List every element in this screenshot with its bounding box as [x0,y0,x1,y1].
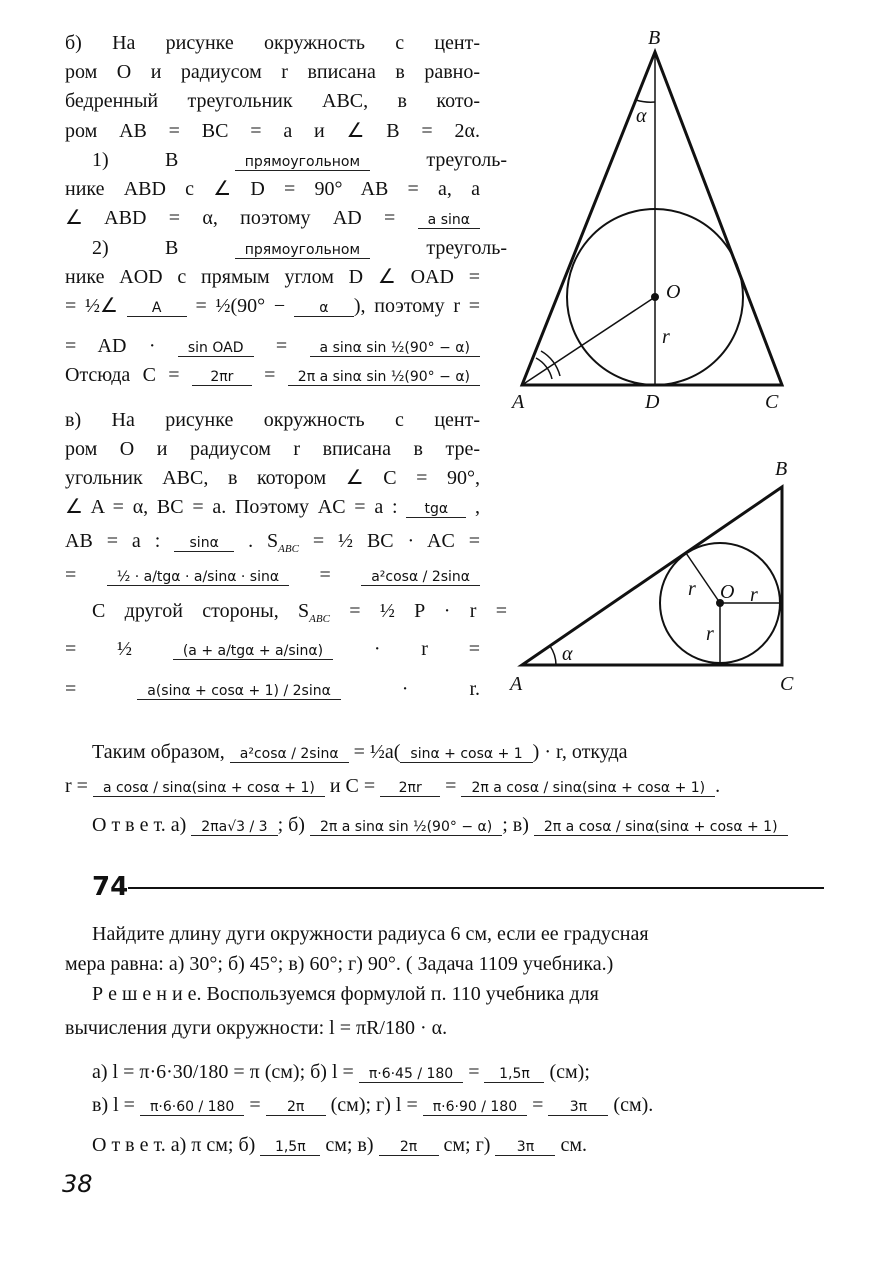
handwritten-answer: sinα + cosα + 1 [400,746,532,763]
handwritten-answer: π·6·90 / 180 [423,1099,527,1116]
printed-text: AB = a : [65,530,175,552]
handwritten-answer: a²cosα / 2sinα [361,569,480,586]
handwritten-answer: ½ · a/tgα · a/sinα · sinα [107,569,289,586]
printed-text: 1) В [92,149,235,171]
handwritten-answer: прямоугольном [235,154,370,171]
handwritten-answer: tgα [406,501,466,518]
printed-text: ром O и радиусом r вписана в равно- [65,61,480,83]
printed-text: см. [555,1134,588,1156]
printed-text: , [466,496,481,518]
printed-text: бедренный треугольник ABC, в кото- [65,90,480,112]
handwritten-answer: 2π a sinα sin ½(90° − α) [288,369,480,386]
handwritten-answer: 2π a cosα / sinα(sinα + cosα + 1) [534,819,788,836]
printed-text: в) На рисунке окружность с цент- [65,409,480,431]
label-c: C [765,391,779,413]
printed-text: и C = [324,775,381,797]
printed-text: = ½ BC · AC = [298,530,481,552]
printed-text: = [251,364,288,386]
printed-text: = ½(90° − [186,295,294,317]
triangle-abc [522,487,782,665]
section-divider [128,887,824,889]
label-a: A [510,673,523,695]
printed-text: = ½ P · r = [329,600,507,622]
handwritten-answer: sinα [174,535,234,552]
printed-text: ∠ A = α, BC = a. Поэтому AC = a : [65,496,407,518]
printed-text: (см); [544,1061,590,1083]
label-alpha: α [636,105,647,127]
printed-text: нике AOD с прямым углом D ∠ OAD = [65,266,480,288]
printed-text: = ½a( [348,741,401,763]
label-o: O [666,281,681,303]
label-b: B [775,458,788,480]
handwritten-answer: sin OAD [178,340,254,357]
handwritten-answer: 2πr [380,780,440,797]
handwritten-answer: 1,5π [260,1139,320,1156]
printed-text: · r = [333,638,480,660]
printed-text: = [440,775,462,797]
handwritten-answer: π·6·60 / 180 [140,1099,244,1116]
printed-text: = [65,678,138,700]
handwritten-answer: α [294,300,354,317]
label-b: B [648,27,661,49]
handwritten-answer: 2π a sinα sin ½(90° − α) [310,819,502,836]
label-a: A [512,391,525,413]
subscript: ABC [278,543,299,555]
printed-text: О т в е т. а) π см; б) [92,1134,261,1156]
printed-text: 2) В [92,237,235,259]
printed-text: треуголь- [370,237,507,259]
handwritten-answer: 3π [495,1139,555,1156]
label-d: D [645,391,660,413]
printed-text: нике ABD с ∠ D = 90° AB = a, а [65,178,480,200]
printed-text: а) l = π·6·30/180 = π (см); б) l = [92,1061,359,1083]
handwritten-answer: 2π [266,1099,326,1116]
printed-text: Найдите длину дуги окружности радиуса 6 см, если ее градусная [92,923,649,945]
printed-text: ), поэтому r = [353,295,480,317]
printed-text: см; г) [438,1134,496,1156]
printed-text: = ½ [65,638,173,660]
printed-text: = [244,1094,266,1116]
printed-text: = ½∠ [65,295,127,317]
handwritten-answer: A [127,300,187,317]
handwritten-answer: 3π [548,1099,608,1116]
printed-text: (см). [608,1094,654,1116]
label-alpha: α [562,643,573,665]
problem-number: 74 [92,872,129,902]
label-o: O [720,581,735,603]
handwritten-answer: 2π a cosα / sinα(sinα + cosα + 1) [461,780,715,797]
printed-text: r = [65,775,93,797]
printed-text: мера равна: а) 30°; б) 45°; в) 60°; г) 90°. ( Задача 1109 учебника.) [65,953,614,975]
label-r3: r [706,623,714,645]
angle-arc-a [550,646,556,665]
handwritten-answer: a cosα / sinα(sinα + cosα + 1) [93,780,325,797]
printed-text: = [463,1061,485,1083]
label-c: C [780,673,794,695]
handwritten-answer: a sinα sin ½(90° − α) [310,340,480,357]
printed-text: ; б) [277,814,310,836]
printed-text: вычисления дуги окружности: l = πR/180 · α. [65,1017,448,1039]
printed-text: О т в е т. а) [92,814,192,836]
handwritten-answer: 2πr [192,369,252,386]
label-r: r [662,326,670,348]
handwritten-answer: (a + a/tgα + a/sinα) [173,643,333,660]
printed-text: = [289,564,362,586]
printed-text: ром O и радиусом r вписана в тре- [65,438,480,460]
handwritten-answer: 2π [379,1139,439,1156]
printed-text: . [715,775,721,797]
printed-text: ) · r, откуда [532,741,628,763]
printed-text: . S [234,530,279,552]
printed-text: Таким образом, [92,741,230,763]
printed-text: = [527,1094,549,1116]
printed-text: С другой стороны, S [92,600,310,622]
handwritten-answer: 1,5π [484,1066,544,1083]
printed-text: Р е ш е н и е. Воспользуемся формулой п. 110 учебника для [92,983,599,1005]
printed-text: треуголь- [370,149,507,171]
printed-text: б) На рисунке окружность с цент- [65,32,480,54]
handwritten-answer: 2πa√3 / 3 [191,819,277,836]
printed-text: (см); г) l = [325,1094,423,1116]
printed-text: см; в) [320,1134,379,1156]
printed-text: в) l = [92,1094,140,1116]
handwritten-answer: прямоугольном [235,242,370,259]
handwritten-answer: a(sinα + cosα + 1) / 2sinα [137,683,341,700]
subscript: ABC [309,613,330,625]
printed-text: ром AB = BC = a и ∠ B = 2α. [65,120,480,142]
page-number: 38 [62,1170,93,1198]
printed-text: ∠ ABD = α, поэтому AD = [65,207,418,229]
printed-text: = [65,564,107,586]
printed-text: = AD · [65,335,178,357]
handwritten-answer: a²cosα / 2sinα [230,746,349,763]
printed-text: · r. [340,678,481,700]
printed-text: Отсюда C = [65,364,192,386]
printed-text: угольник ABC, в котором ∠ C = 90°, [65,467,480,489]
printed-text: ; в) [502,814,534,836]
label-r1: r [688,578,696,600]
label-r2: r [750,584,758,606]
handwritten-answer: π·6·45 / 180 [359,1066,463,1083]
handwritten-answer: a sinα [418,212,480,229]
printed-text: = [253,335,310,357]
